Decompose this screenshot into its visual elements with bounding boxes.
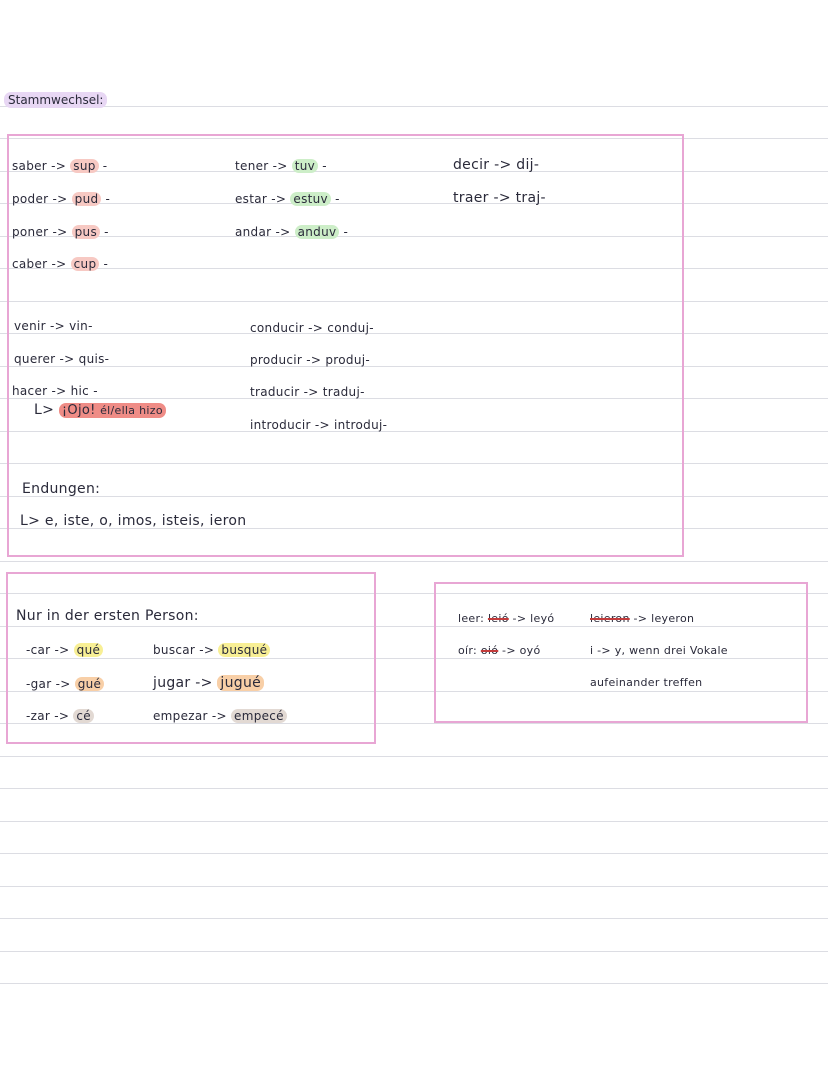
ending-highlight: cé [73,709,94,723]
verb-row: decir -> dij- [453,157,540,173]
notebook-line [0,821,828,822]
ending-rule: -car -> qué [26,642,103,658]
stem-highlight: anduv [295,225,340,239]
leer-row: leer: leió -> leyó [458,612,555,625]
verb-row: traducir -> traduj- [250,385,365,399]
example-highlight: empecé [231,709,287,723]
stem-highlight: sup [70,159,98,173]
notebook-line [0,918,828,919]
example-highlight: jugué [217,675,264,691]
example-highlight: busqué [218,643,270,657]
verb-row: caber -> cup - [12,257,109,271]
stem-highlight: estuv [290,192,331,206]
verb-row: estar -> estuv - [235,192,340,206]
vowel-rule-line2: aufeinander treffen [590,676,703,689]
stem-highlight: pus [72,225,100,239]
notebook-line [0,561,828,562]
verb-row: tener -> tuv - [235,159,327,173]
verb-row: producir -> produj- [250,353,371,367]
example-row: buscar -> busqué [153,642,270,658]
ending-rule: -gar -> gué [26,676,104,692]
verb-row: introducir -> introduj- [250,418,388,432]
verb-row: traer -> traj- [453,190,546,206]
notebook-line [0,983,828,984]
ojo-note: L> ¡Ojo! él/ella hizo [34,402,166,419]
page-title: Stammwechsel: [4,92,107,108]
verb-row: conducir -> conduj- [250,321,374,335]
verb-row: venir -> vin- [14,319,93,333]
notebook-line [0,886,828,887]
notebook-line [0,756,828,757]
ending-highlight: qué [74,643,104,657]
first-person-heading: Nur in der ersten Person: [16,608,199,624]
notebook-line [0,951,828,952]
stem-highlight: tuv [292,159,318,173]
verb-row: saber -> sup - [12,159,108,173]
leieron-row: leieron -> leyeron [590,612,695,625]
notebook-line [0,106,828,107]
stem-highlight: cup [71,257,100,271]
notebook-line [0,788,828,789]
verb-row: poder -> pud - [12,192,111,206]
oir-row: oír: oió -> oyó [458,644,541,657]
example-row: empezar -> empecé [153,708,287,724]
notebook-line [0,853,828,854]
example-row: jugar -> jugué [153,675,264,691]
verb-row: andar -> anduv - [235,225,349,239]
stem-highlight: pud [72,192,102,206]
endungen-label: Endungen: [22,481,101,497]
endungen-list: L> e, iste, o, imos, isteis, ieron [20,513,247,529]
ending-rule: -zar -> cé [26,708,94,724]
vowel-rule-line1: i -> y, wenn drei Vokale [590,644,728,657]
verb-row: poner -> pus - [12,225,109,239]
verb-row: querer -> quis- [14,352,110,366]
ending-highlight: gué [75,677,105,691]
verb-row: hacer -> hic - [12,384,98,398]
